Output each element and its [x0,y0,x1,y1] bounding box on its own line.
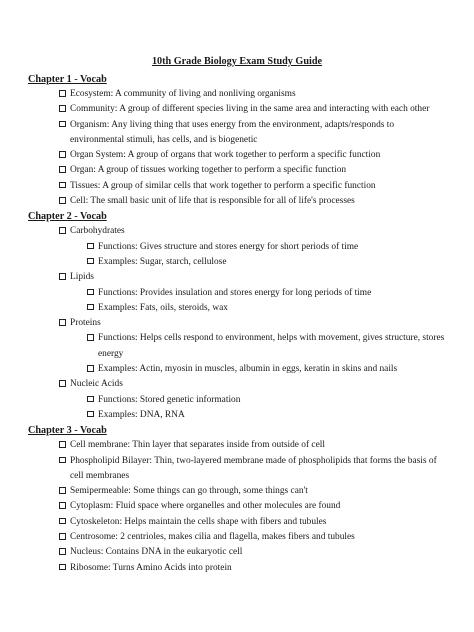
checkbox-icon[interactable] [59,533,66,540]
document-content [28,72,448,576]
checkbox-icon[interactable] [59,564,66,571]
checklist-item [16,179,448,194]
chapter-section [28,209,448,423]
checklist-item-text: Organ System: A group of organs that work together to perform a specific function [70,150,381,161]
checklist-item-text: Tissues: A group of similar cells that work together to perform a specific function [70,180,376,191]
checklist-item [16,194,448,209]
checklist-item [16,484,448,499]
checklist-item [16,515,448,530]
checklist-item-text: Nucleus: Contains DNA in the eukaryotic cell [70,547,243,558]
checkbox-icon[interactable] [59,121,66,128]
checklist-item-text: Ecosystem: A community of living and nonliving organisms [70,89,296,99]
checklist-item-text: Functions: Gives structure and stores energy for short periods of time [98,241,359,252]
checkbox-icon[interactable] [59,487,66,494]
checklist-item [16,102,448,117]
checklist-item-text: Semipermeable: Some things can go through, some things can't [70,486,308,497]
checkbox-icon[interactable] [59,90,66,97]
checklist-item-text: Organism: Any living thing that uses energy from the environment, adapts/responds to environmental stimuli, has cells, and is biogenetic [70,119,395,145]
checklist-subitem [16,393,448,408]
checklist-item-text: Organ: A group of tissues working together to perform a specific function [70,165,347,176]
checklist-item [16,499,448,514]
checkbox-icon[interactable] [59,319,66,326]
checklist-item [16,545,448,560]
checklist-item-text: Examples: Sugar, starch, cellulose [98,256,227,267]
checkbox-icon[interactable] [59,166,66,173]
checklist-item-text: Nucleic Acids [70,379,123,390]
checklist-item [16,377,448,392]
checkbox-icon[interactable] [59,105,66,112]
checklist-item-text: Carbohydrates [70,226,125,237]
checkbox-icon[interactable] [59,380,66,387]
checklist [28,224,448,423]
checklist-item-text: Functions: Provides insulation and stores energy for long periods of time [98,287,372,298]
checklist-item [16,148,448,163]
checkbox-icon[interactable] [59,182,66,189]
checkbox-icon[interactable] [59,273,66,280]
checklist-item [16,530,448,545]
checklist-item-text: Lipids [70,272,94,283]
checklist-item-text: Examples: DNA, RNA [98,409,185,420]
checkbox-icon[interactable] [87,411,94,418]
checkbox-icon[interactable] [59,457,66,464]
document-title: 10th Grade Biology Exam Study Guide [151,56,323,67]
checklist-item-text: Centrosome: 2 centrioles, makes cilia and flagella, makes fibers and tubules [70,532,355,543]
checkbox-icon[interactable] [87,243,94,250]
checklist-item-text: Cytoskeleton: Helps maintain the cells shape with fibers and tubules [70,516,327,527]
checkbox-icon[interactable] [59,502,66,509]
checklist-subitem [16,286,448,301]
checkbox-icon[interactable] [87,258,94,265]
checklist-item [16,270,448,285]
chapter-heading: Chapter 3 - Vocab [28,425,107,437]
checklist-item [16,163,448,178]
checklist-item [16,316,448,331]
checklist [28,438,448,576]
checklist [28,87,448,209]
checklist-item-text: Community: A group of different species living in the same area and interacting with each other [70,104,430,115]
checklist-item [16,118,448,149]
checklist-item-text: Cytoplasm: Fluid space where organelles and other molecules are found [70,501,341,512]
checklist-item [16,87,448,102]
checklist-item-text: Functions: Helps cells respond to environment, helps with movement, gives structure, stores energy [98,333,445,359]
checkbox-icon[interactable] [59,548,66,555]
checklist-subitem [16,301,448,316]
checkbox-icon[interactable] [87,365,94,372]
checklist-item-text: Ribosome: Turns Amino Acids into protein [70,562,232,573]
checklist-subitem [16,331,448,362]
checkbox-icon[interactable] [59,197,66,204]
checkbox-icon[interactable] [87,334,94,341]
checkbox-icon[interactable] [87,396,94,403]
checklist-item-text: Cell: The small basic unit of life that is responsible for all of life's processes [70,196,355,207]
chapter-heading: Chapter 1 - Vocab [28,74,107,85]
checklist-item-text: Examples: Fats, oils, steroids, wax [98,302,228,313]
checklist-item-text: Examples: Actin, myosin in muscles, albumin in eggs, keratin in skins and nails [98,364,398,375]
checklist-item-text: Functions: Stored genetic information [98,394,241,405]
checklist-item [16,224,448,239]
checklist-item [16,438,448,453]
checkbox-icon[interactable] [59,518,66,525]
checklist-subitem [16,362,448,377]
checkbox-icon[interactable] [59,441,66,448]
checklist-subitem [16,240,448,255]
checklist-item [16,454,448,485]
checklist-item-text: Phospholipid Bilayer: Thin, two-layered membrane made of phospholipids that forms the basis of cell membranes [70,455,437,481]
chapter-heading: Chapter 2 - Vocab [28,211,107,223]
chapter-section [28,423,448,576]
checkbox-icon[interactable] [59,227,66,234]
checklist-item [16,561,448,576]
checkbox-icon[interactable] [87,304,94,311]
checkbox-icon[interactable] [59,151,66,158]
checklist-subitem [16,255,448,270]
checklist-item-text: Proteins [70,318,101,329]
checkbox-icon[interactable] [87,289,94,296]
checklist-subitem [16,408,448,423]
checklist-item-text: Cell membrane: Thin layer that separates inside from outside of cell [70,440,325,451]
chapter-section [28,72,448,209]
